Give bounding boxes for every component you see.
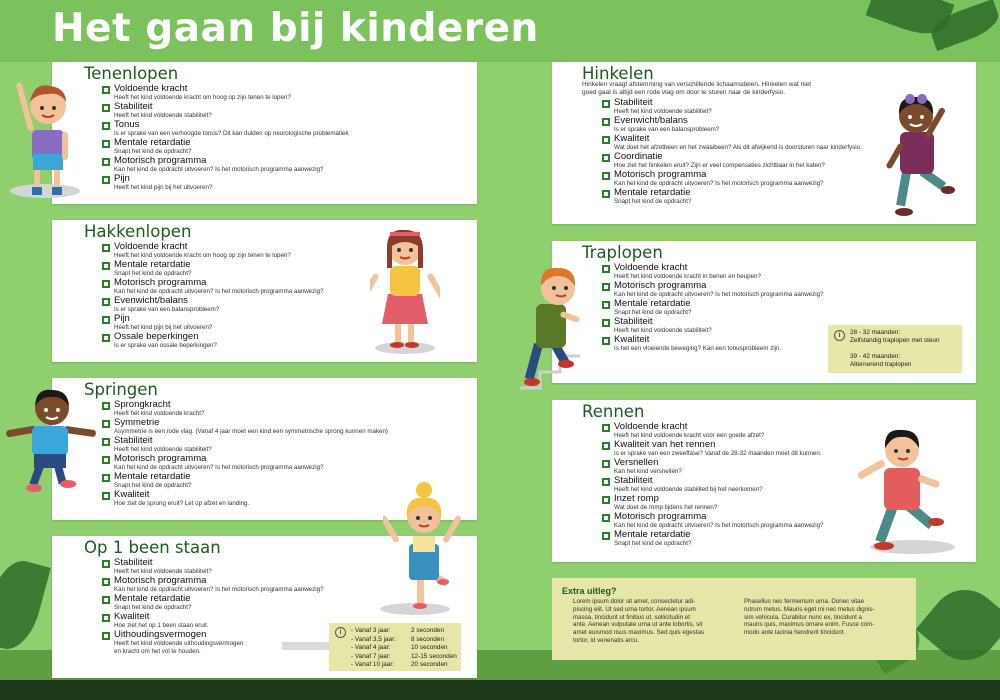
checkbox-icon[interactable] bbox=[102, 420, 110, 428]
checkbox-icon[interactable] bbox=[602, 337, 610, 345]
checkbox-icon[interactable] bbox=[102, 244, 110, 252]
checkbox-icon[interactable] bbox=[102, 298, 110, 306]
kid-tiptoe-illustration bbox=[14, 62, 84, 197]
checkbox-icon[interactable] bbox=[602, 301, 610, 309]
age-row: - Vanaf 3,5 jaar: 8 seconden bbox=[351, 635, 445, 643]
extra-info-box bbox=[552, 578, 916, 660]
card-title: Traplopen bbox=[582, 243, 663, 262]
checkbox-icon[interactable] bbox=[102, 86, 110, 94]
list-item: Motorisch programma Kan het kind de opdracht uitvoeren? Is het motorisch programma aanwezig? bbox=[102, 156, 349, 174]
age-note-box: i 28 - 32 maanden: Zelfstandig traplopen met steun 39 - 42 maanden: Alternerend traplopen bbox=[828, 325, 962, 373]
checkbox-icon[interactable] bbox=[102, 334, 110, 342]
list-item: Symmetrie Asymmetrie is een rode vlag. (Vanaf 4 jaar moet een kind een symmetrische sprong kunnen maken) bbox=[102, 418, 388, 436]
list-item: Mentale retardatie Snapt het kind de opdracht? bbox=[602, 530, 823, 548]
list-item: Motorisch programma Kan het kind de opdracht uitvoeren? Is het motorisch programma aanwezig? bbox=[602, 512, 823, 530]
list-item: Pijn Heeft het kind pijn bij het uitvoeren? bbox=[102, 174, 349, 192]
checkbox-icon[interactable] bbox=[602, 100, 610, 108]
card-tenenlopen bbox=[52, 62, 477, 204]
list-item: Pijn Heeft het kind pijn bij het uitvoeren? bbox=[102, 314, 323, 332]
checkbox-icon[interactable] bbox=[102, 262, 110, 270]
list-item: Stabiliteit Heeft het kind voldoende stabiliteit bij het neerkomen? bbox=[602, 476, 823, 494]
age-note-box bbox=[329, 623, 461, 671]
list-item: Motorisch programma Kan het kind de opdracht uitvoeren? Is het motorisch programma aanwezig? bbox=[102, 454, 388, 472]
list-item: Mentale retardatie Snapt het kind de opdracht? bbox=[102, 138, 349, 156]
checkbox-icon[interactable] bbox=[102, 456, 110, 464]
list-item: Voldoende kracht Heeft het kind voldoende kracht om hoog op zijn tenen te lopen? bbox=[102, 242, 323, 260]
kid-jumping-illustration bbox=[6, 384, 101, 496]
checkbox-icon[interactable] bbox=[602, 460, 610, 468]
list-item: Stabiliteit Heeft het kind voldoende stabiliteit? bbox=[102, 102, 349, 120]
card-title: Springen bbox=[84, 380, 158, 399]
card-traplopen bbox=[552, 241, 976, 383]
list-item: Mentale retardatie Snapt het kind de opdracht? bbox=[602, 299, 823, 317]
checkbox-icon[interactable] bbox=[102, 560, 110, 568]
age-row: - Vanaf 10 jaar: 20 seconden bbox=[351, 661, 448, 668]
checkbox-icon[interactable] bbox=[602, 118, 610, 126]
checkbox-icon[interactable] bbox=[102, 492, 110, 500]
list-item: Voldoende kracht Heeft het kind voldoende kracht in benen en heupen? bbox=[602, 263, 823, 281]
info-icon: i bbox=[834, 330, 845, 341]
list-item: Kwaliteit Hoe ziet het op 1 been staan eruit. bbox=[102, 612, 323, 630]
checkbox-icon[interactable] bbox=[602, 532, 610, 540]
leaf-decoration bbox=[0, 555, 51, 655]
checkbox-icon[interactable] bbox=[102, 614, 110, 622]
list-item: Ossale beperkingen Is er sprake van ossale beperkingen? bbox=[102, 332, 323, 350]
checkbox-icon[interactable] bbox=[102, 140, 110, 148]
list-item: Kwaliteit Wat doet het afzetbeen en het zwaaibeen? Als dit afwijkend is doorsturen naar kinderfysio. bbox=[602, 134, 862, 152]
kid-heel-walk-illustration bbox=[370, 224, 440, 352]
checkbox-icon[interactable] bbox=[102, 596, 110, 604]
list-item: Evenwicht/balans Is er sprake van een balansprobleem? bbox=[102, 296, 323, 314]
list-item: Mentale retardatie Snapt het kind de opdracht? bbox=[102, 472, 388, 490]
checkbox-icon[interactable] bbox=[602, 136, 610, 144]
list-item: Voldoende kracht Heeft het kind voldoende kracht voor een goede afzet? bbox=[602, 422, 823, 440]
list-item: Versnellen Kan het kind versnellen? bbox=[602, 458, 823, 476]
checkbox-icon[interactable] bbox=[102, 176, 110, 184]
extra-text-col-2: Phasellus nec fermentum urna. Donec vitae rutrum metus. Mauris eget mi nec metus dignis- sim vehicula. Curabitur nunc ex, tincidunt a mauris quis, maximus ornare enim. Fusce com- modo ante lacinia hendrerit tincidunt. bbox=[744, 598, 875, 637]
list-item: Stabiliteit Heeft het kind voldoende stabiliteit? bbox=[102, 558, 323, 576]
kid-stairs-illustration bbox=[520, 262, 600, 392]
age-row: - Vanaf 4 jaar: 10 seconden bbox=[351, 644, 448, 651]
checkbox-icon[interactable] bbox=[602, 514, 610, 522]
info-icon: i bbox=[335, 627, 346, 638]
extra-title: Extra uitleg? bbox=[562, 586, 617, 596]
checkbox-icon[interactable] bbox=[602, 478, 610, 486]
list-item: Sprongkracht Heeft het kind voldoende kracht? bbox=[102, 400, 388, 418]
intro-text: Hinkelen vraagt afstemming van verschillende lichaamsdelen. Hinkelen wat niet goed gaat is altijd een rode vlag om door te sturen naar de kinderfysio. bbox=[582, 81, 812, 96]
checkbox-icon[interactable] bbox=[102, 578, 110, 586]
list-item: Motorisch programma Kan het kind de opdracht uitvoeren? Is het motorisch programma aanwezig? bbox=[102, 278, 323, 296]
card-title: Hakkenlopen bbox=[84, 222, 192, 241]
checkbox-icon[interactable] bbox=[602, 190, 610, 198]
checkbox-icon[interactable] bbox=[602, 496, 610, 504]
list-item: Mentale retardatie Snapt het kind de opdracht? bbox=[102, 260, 323, 278]
checkbox-icon[interactable] bbox=[102, 158, 110, 166]
checkbox-icon[interactable] bbox=[602, 283, 610, 291]
checkbox-icon[interactable] bbox=[102, 438, 110, 446]
checkbox-icon[interactable] bbox=[102, 122, 110, 130]
list-item: Mentale retardatie Snapt het kind de opdracht? bbox=[602, 188, 862, 206]
list-item: Stabiliteit Heeft het kind voldoende stabiliteit? bbox=[102, 436, 388, 454]
list-item: Stabiliteit Heeft het kind voldoende stabiliteit? bbox=[602, 317, 823, 335]
card-title: Tenenlopen bbox=[84, 64, 179, 83]
list-item: Coordinatie Hoe ziet het hinkelen eruit? Zijn er veel compensaties zichtbaar in het katen? bbox=[602, 152, 862, 170]
checkbox-icon[interactable] bbox=[102, 316, 110, 324]
kid-running-illustration bbox=[848, 424, 958, 554]
checkbox-icon[interactable] bbox=[602, 442, 610, 450]
checkbox-icon[interactable] bbox=[102, 632, 110, 640]
checkbox-icon[interactable] bbox=[102, 104, 110, 112]
list-item: Inzet romp Wat doet de romp tijdens het rennen? bbox=[602, 494, 823, 512]
card-title: Op 1 been staan bbox=[84, 538, 221, 557]
kid-one-leg-illustration bbox=[383, 478, 463, 613]
list-item: Motorisch programma Kan het kind de opdracht uitvoeren? Is het motorisch programma aanwezig? bbox=[602, 170, 862, 188]
list-item: Uithoudingsvermogen Heeft het kind voldoende uithoudingsvermogen en kracht om het vol te houden. bbox=[102, 630, 323, 656]
extra-text-col-1: Lorem ipsum dolor sit amet, consectetur adi- piscing elit. Ut sed urna tortor. Aenean ipsum massa, tincidunt ut finibus ut, sollicitudin et ante. Aenean vulputate urna ut ante lobortis, sit amet euismod risus maximus. Sed quis egestas tortor, id venenatis arcu. bbox=[573, 598, 705, 644]
checkbox-icon[interactable] bbox=[602, 319, 610, 327]
kid-hopping-illustration bbox=[872, 92, 972, 220]
checkbox-icon[interactable] bbox=[602, 172, 610, 180]
checkbox-icon[interactable] bbox=[102, 280, 110, 288]
card-title: Hinkelen bbox=[582, 64, 654, 83]
age-row: - Vanaf 7 jaar: 12-15 seconden bbox=[351, 652, 457, 660]
list-item: Voldoende kracht Heeft het kind voldoende kracht om hoog op zijn tenen te lopen? bbox=[102, 84, 349, 102]
list-item: Kwaliteit Hoe ziet de sprong eruit? Let op afzet en landing. bbox=[102, 490, 388, 508]
list-item: Motorisch programma Kan het kind de opdracht uitvoeren? Is het motorisch programma aanwezig? bbox=[102, 576, 323, 594]
age-row: - Vanaf 3 jaar: 2 seconden bbox=[351, 627, 445, 634]
card-title: Rennen bbox=[582, 402, 645, 421]
list-item: Kwaliteit van het rennen Is er sprake van een zweeffase? Vanaf de 28-32 maanden moet dit kunnen. bbox=[602, 440, 823, 458]
checkbox-icon[interactable] bbox=[102, 474, 110, 482]
list-item: Tonus Is er sprake van een verhoogde tonus? Dit kan duiden op neurologische problematiek bbox=[102, 120, 349, 138]
checkbox-icon[interactable] bbox=[602, 154, 610, 162]
footer-band bbox=[0, 680, 1000, 700]
checkbox-icon[interactable] bbox=[602, 424, 610, 432]
list-item: Kwaliteit Is het een vloeiende beweging? Kan een tonusprobleem zijn. bbox=[602, 335, 823, 353]
checkbox-icon[interactable] bbox=[602, 265, 610, 273]
checkbox-icon[interactable] bbox=[102, 402, 110, 410]
page-title: Het gaan bij kinderen bbox=[52, 6, 539, 51]
list-item: Motorisch programma Kan het kind de opdracht uitvoeren? Is het motorisch programma aanwezig? bbox=[602, 281, 823, 299]
list-item: Mentale retardatie Snapt het kind de opdracht? bbox=[102, 594, 323, 612]
list-item: Stabiliteit Heeft het kind voldoende stabiliteit? bbox=[602, 98, 862, 116]
list-item: Evenwicht/balans Is er sprake van een balansprobleem? bbox=[602, 116, 862, 134]
